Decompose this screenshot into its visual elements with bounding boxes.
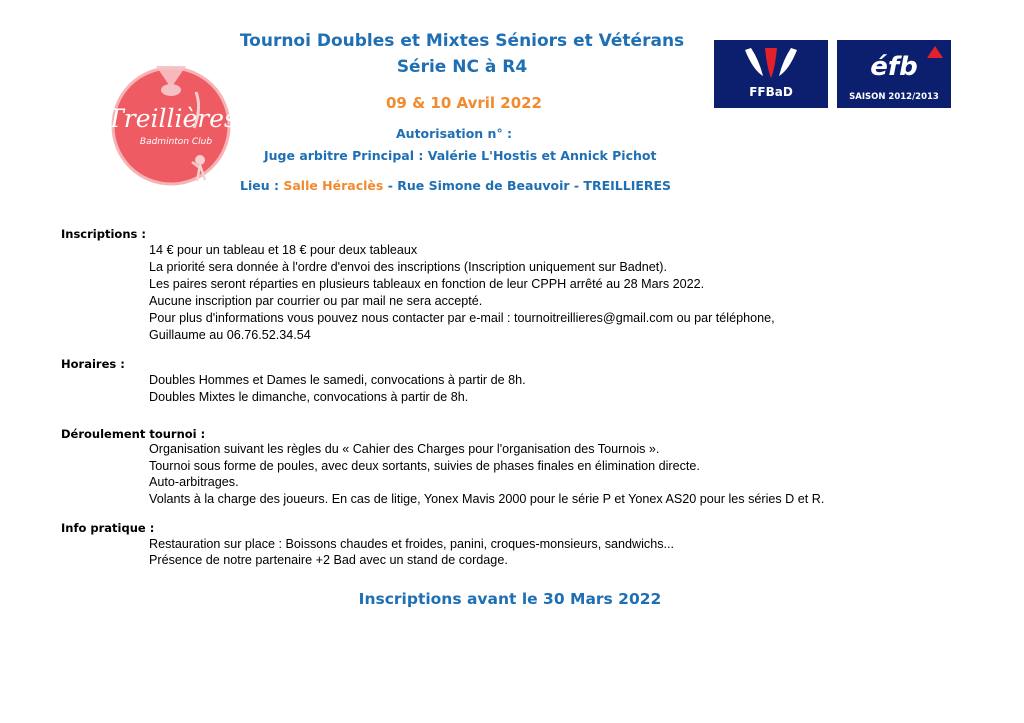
- ffbad-logo: [714, 40, 828, 108]
- inscriptions-line: Pour plus d'informations vous pouvez nous contacter par e-mail : tournoitreillieres@gmail.com ou par téléphone,: [149, 311, 775, 325]
- info-label: Info pratique :: [61, 521, 155, 535]
- club-logo: [96, 58, 246, 188]
- inscriptions-line: Aucune inscription par courrier ou par mail ne sera accepté.: [149, 294, 483, 308]
- horaires-label: Horaires :: [61, 357, 125, 371]
- authorization-number: Autorisation n° :: [396, 126, 513, 141]
- efb-logo-name: éfb: [870, 52, 918, 82]
- info-line: Présence de notre partenaire +2 Bad avec un stand de cordage.: [149, 553, 508, 567]
- registration-deadline: Inscriptions avant le 30 Mars 2022: [358, 590, 662, 608]
- location: [240, 178, 671, 193]
- horaires-line: Doubles Mixtes le dimanche, convocations à partir de 8h.: [149, 390, 469, 404]
- location-venue: Salle Héraclès: [283, 178, 384, 193]
- deroulement-line: Volants à la charge des joueurs. En cas de litige, Yonex Mavis 2000 pour le série P et Yonex AS20 pour les séries D et R.: [149, 492, 825, 506]
- inscriptions-line: 14 € pour un tableau et 18 € pour deux tableaux: [149, 243, 418, 257]
- title-line-1: Tournoi Doubles et Mixtes Séniors et Vétérans: [239, 31, 685, 51]
- info-line: Restauration sur place : Boissons chaudes et froides, panini, croques-monsieurs, sandwichs...: [149, 537, 675, 551]
- title-line-2: Série NC à R4: [396, 57, 528, 77]
- inscriptions-line: Guillaume au 06.76.52.34.54: [149, 328, 311, 342]
- ffbad-logo-name: FFBaD: [749, 85, 793, 99]
- location-label: Lieu :: [240, 178, 279, 193]
- deroulement-label: Déroulement tournoi :: [61, 427, 206, 441]
- efb-logo: [837, 40, 951, 108]
- club-logo-name: Treillières: [107, 104, 237, 133]
- referee: Juge arbitre Principal : Valérie L'Hostis et Annick Pichot: [264, 148, 657, 163]
- shuttle-feathers-icon: [739, 46, 803, 84]
- tournament-date: 09 & 10 Avril 2022: [386, 94, 542, 112]
- inscriptions-line: Les paires seront réparties en plusieurs tableaux en fonction de leur CPPH arrêté au 28 Mars 2022.: [149, 277, 705, 291]
- deroulement-line: Auto-arbitrages.: [149, 475, 239, 489]
- deroulement-line: Tournoi sous forme de poules, avec deux sortants, suivies de phases finales en élimination directe.: [149, 459, 700, 473]
- deroulement-line: Organisation suivant les règles du « Cahier des Charges pour l'organisation des Tournois ».: [149, 442, 660, 456]
- horaires-line: Doubles Hommes et Dames le samedi, convocations à partir de 8h.: [149, 373, 526, 387]
- inscriptions-line: La priorité sera donnée à l'ordre d'envoi des inscriptions (Inscription uniquement sur Badnet).: [149, 260, 667, 274]
- club-logo-sub: Badminton Club: [139, 137, 213, 147]
- efb-logo-season: SAISON 2012/2013: [849, 92, 939, 102]
- inscriptions-label: Inscriptions :: [61, 227, 146, 241]
- location-address: - Rue Simone de Beauvoir - TREILLIERES: [387, 178, 672, 193]
